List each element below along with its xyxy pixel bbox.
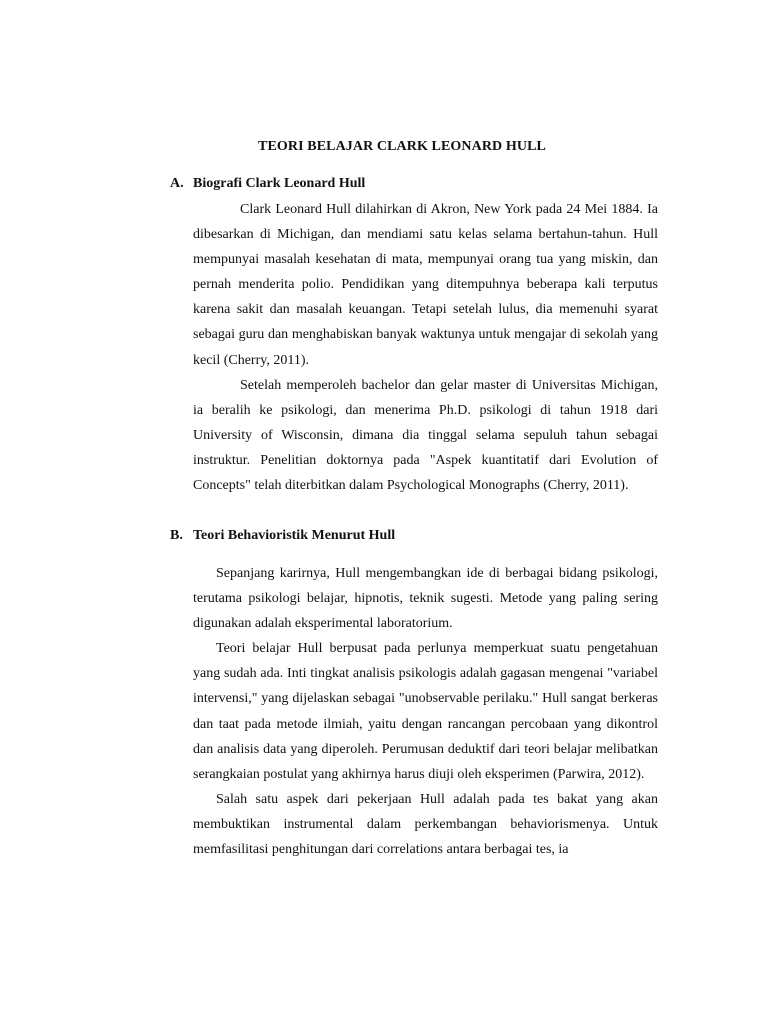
section-b-heading-text: Teori Behavioristik Menurut Hull: [193, 528, 396, 543]
section-a-body: [193, 197, 658, 498]
section-b-paragraph-2: Teori belajar Hull berpusat pada perlunya memperkuat suatu pengetahuan yang sudah ada. Inti tingkat analisis psikologis adalah gagasan mengenai "variabel intervensi," yang dijelaskan sebagai "unobservable perilaku." Hull sangat berkeras dan taat pada metode ilmiah, yaitu dengan rancangan percobaan yang dikontrol dan analisis data yang diperoleh. Perumusan deduktif dari teori belajar melibatkan serangkaian postulat yang akhirnya harus diuji oleh eksperimen (Parwira, 2012).: [193, 641, 658, 782]
document-title: TEORI BELAJAR CLARK LEONARD HULL: [258, 139, 546, 154]
section-b-body: [193, 561, 658, 862]
section-b-heading: [170, 526, 395, 546]
section-a-paragraph-2: Setelah memperoleh bachelor dan gelar master di Universitas Michigan, ia beralih ke psikologi, dan menerima Ph.D. psikologi di tahun 1918 dari University of Wisconsin, dimana dia tinggal selama sepuluh tahun sebagai instruktur. Penelitian doktornya pada "Aspek kuantitatif dari Evolution of Concepts" telah diterbitkan dalam Psychological Monographs (Cherry, 2011).: [193, 377, 658, 494]
section-b-paragraph-1: Sepanjang karirnya, Hull mengembangkan ide di berbagai bidang psikologi, terutama psikologi belajar, hipnotis, teknik sugesti. Metode yang paling sering digunakan adalah eksperimental laboratorium.: [193, 566, 658, 632]
section-b-letter: B.: [170, 528, 183, 543]
section-a-heading: [170, 174, 365, 194]
section-a-heading-text: Biografi Clark Leonard Hull: [193, 176, 366, 191]
section-b-paragraph-3: Salah satu aspek dari pekerjaan Hull adalah pada tes bakat yang akan membuktikan instrumental dalam perkembangan behaviorismenya. Untuk memfasilitasi penghitungan dari correlations antara berbagai tes, ia: [193, 791, 658, 858]
section-a-letter: A.: [170, 176, 184, 191]
section-a-paragraph-1: Clark Leonard Hull dilahirkan di Akron, New York pada 24 Mei 1884. Ia dibesarkan di Michigan, dan mendiami satu kelas selama bertahun-tahun. Hull mempunyai masalah kesehatan di mata, mempunyai orang tua yang miskin, dan pernah menderita polio. Pendidikan yang ditempuhnya beberapa kali terputus karena sakit dan masalah keuangan. Tetapi setelah lulus, dia memenuhi syarat sebagai guru dan menghabiskan banyak waktunya untuk mengajar di sekolah yang kecil (Cherry, 2011).: [193, 202, 658, 368]
